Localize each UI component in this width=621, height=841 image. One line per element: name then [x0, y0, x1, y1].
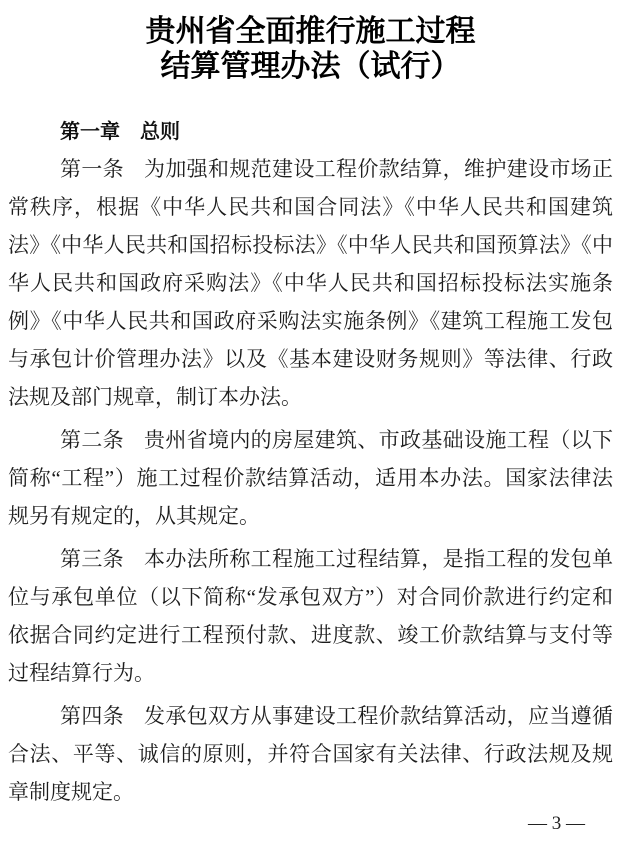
article-paragraph-2: [8, 421, 613, 535]
title-line-2: 结算管理办法（试行）: [160, 50, 461, 83]
article-label: 第二条: [60, 428, 124, 452]
article-paragraph-3: [8, 540, 613, 692]
article-text: 为加强和规范建设工程价款结算，维护建设市场正常秩序，根据《中华人民共和国合同法》《中华人民共和国建筑法》《中华人民共和国招标投标法》《中华人民共和国预算法》《中华人民共和国政府采购法》《中华人民共和国招标投标法实施条例》《中华人民共和国政府采购法实施条例》《建筑工程施工发包与承包计价管理办法》以及《基本建设财务规则》等法律、行政法规及部门规章，制订本办法。: [8, 157, 613, 409]
document-title: [8, 14, 613, 84]
article-label: 第一条: [60, 157, 124, 181]
article-text: 发承包双方从事建设工程价款结算活动，应当遵循合法、平等、诚信的原则，并符合国家有关法律、行政法规及规章制度规定。: [8, 704, 613, 804]
article-paragraph-1: [8, 150, 613, 416]
article-label: 第四条: [60, 704, 124, 728]
article-label: 第三条: [60, 547, 124, 571]
article-text: 贵州省境内的房屋建筑、市政基础设施工程（以下简称“工程”）施工过程价款结算活动，适用本办法。国家法律法规另有规定的，从其规定。: [8, 428, 613, 528]
title-line-1: 贵州省全面推行施工过程: [145, 15, 476, 48]
article-paragraph-4: [8, 697, 613, 811]
article-text: 本办法所称工程施工过程结算，是指工程的发包单位与承包单位（以下简称“发承包双方”）对合同价款进行约定和依据合同约定进行工程预付款、进度款、竣工价款结算与支付等过程结算行为。: [8, 547, 613, 685]
chapter-heading: 第一章 总则: [60, 121, 180, 143]
page-number: — 3 —: [528, 813, 585, 834]
